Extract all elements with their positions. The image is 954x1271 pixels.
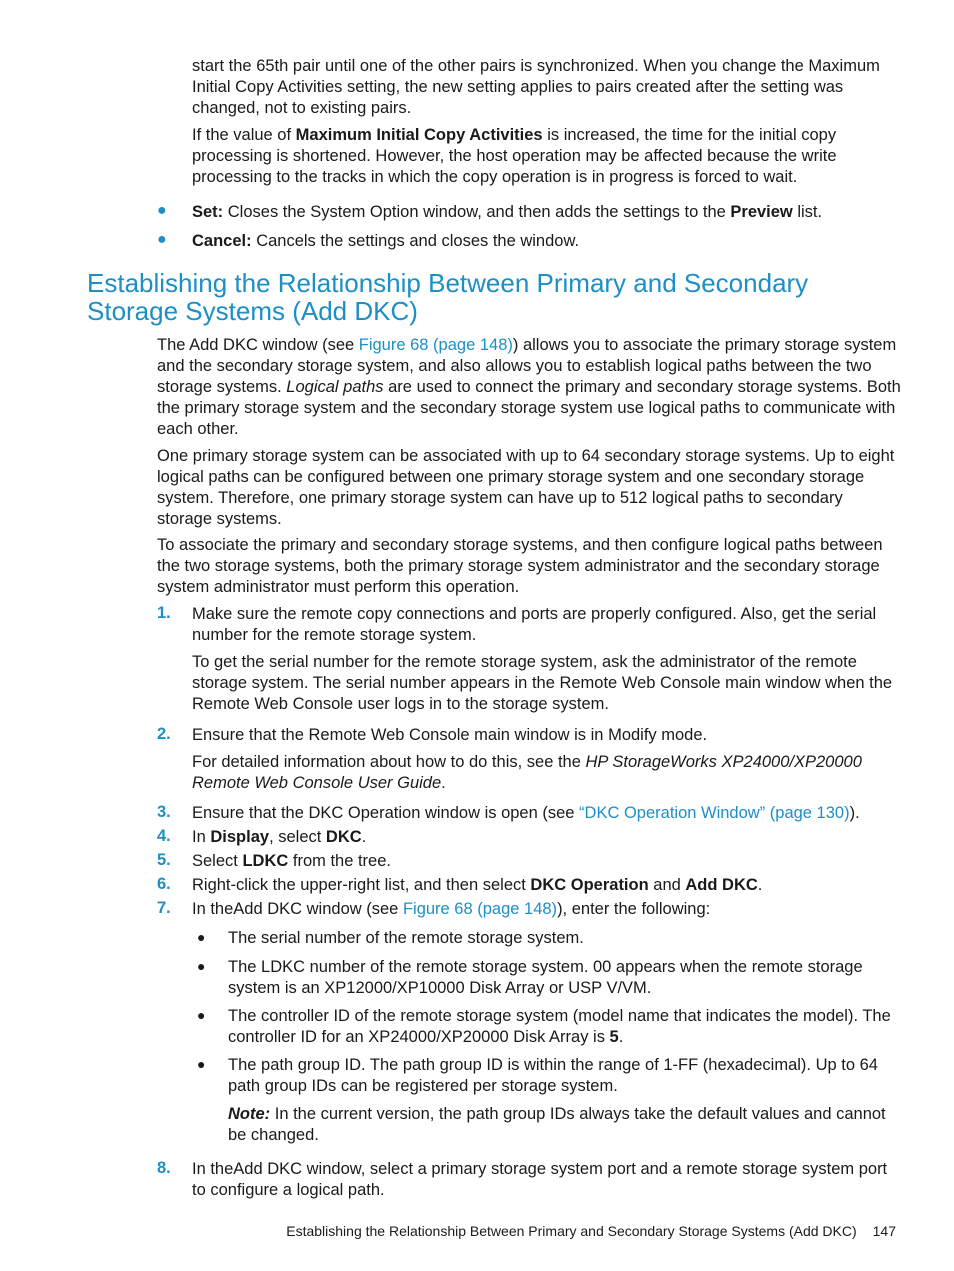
intro-paragraph-2: If the value of Maximum Initial Copy Activities is increased, the time for the initial copy processing is shortened. However, the host operation may be affected because the write processing to the tracks in which the copy operation is in progress is forced to wait.: [192, 126, 837, 186]
section-heading: Establishing the Relationship Between Primary and Secondary Storage Systems (Add DKC): [87, 268, 809, 326]
page-number: 147: [872, 1223, 896, 1239]
step-number: 6.: [157, 875, 171, 893]
step-8-text: In theAdd DKC window, select a primary storage system port and a remote storage system port to configure a logical path.: [192, 1160, 888, 1199]
sub-bullet-4: The path group ID. The path group ID is within the range of 1-FF (hexadecimal). Up to 64 path group IDs can be registered per storage system.: [228, 1056, 878, 1095]
step-number: 2.: [157, 725, 171, 743]
step-5-text: Select LDKC from the tree.: [192, 852, 391, 870]
step-number: 7.: [157, 899, 171, 917]
intro-paragraph: start the 65th pair until one of the other pairs is synchronized. When you change the Maximum Initial Copy Activities setting, the new setting applies to pairs created after the setting was changed, not to existing pairs.: [192, 57, 880, 117]
step-2-detail: For detailed information about how to do this, see the HP StorageWorks XP24000/XP20000 Remote Web Console User Guide.: [192, 753, 862, 792]
sub-bullet-2: The LDKC number of the remote storage system. 00 appears when the remote storage system is an XP12000/XP10000 Disk Array or USP V/VM.: [228, 958, 863, 997]
page-footer: [286, 1223, 896, 1239]
step-1-text: Make sure the remote copy connections and ports are properly configured. Also, get the serial number for the remote storage system.: [192, 605, 877, 644]
sub-bullet-3: The controller ID of the remote storage system (model name that indicates the model). The controller ID for an XP24000/XP20000 Disk Array is 5.: [228, 1007, 891, 1046]
bullet-dot-icon: ●: [197, 1056, 206, 1072]
footer-title: Establishing the Relationship Between Primary and Secondary Storage Systems (Add DKC): [286, 1223, 857, 1239]
dkc-operation-window-link[interactable]: “DKC Operation Window” (page 130): [579, 804, 850, 822]
step-4-text: In Display, select DKC.: [192, 828, 367, 846]
body-paragraph-3: To associate the primary and secondary storage systems, and then configure logical paths between the two storage systems, both the primary storage system administrator and the secondary storage system administrator must perform this operation.: [157, 536, 883, 596]
note: Note: In the current version, the path group IDs always take the default values and cannot be changed.: [228, 1105, 886, 1144]
step-7-text: In theAdd DKC window (see Figure 68 (page 148)), enter the following:: [192, 900, 711, 918]
figure-68-link[interactable]: Figure 68 (page 148): [402, 900, 558, 918]
step-number: 1.: [157, 604, 171, 622]
body-paragraph-1: The Add DKC window (see Figure 68 (page 148)) allows you to associate the primary storage system and the secondary storage system, and also allows you to establish logical paths between the two storage systems. Logical paths are used to connect the primary and secondary storage systems. Both the primary storage system and the secondary storage system use logical paths to communicate with each other.: [157, 336, 901, 438]
bullet-dot-icon: ●: [157, 202, 167, 219]
step-2-text: Ensure that the Remote Web Console main window is in Modify mode.: [192, 726, 708, 744]
cancel-description: Cancel: Cancels the settings and closes the window.: [192, 232, 580, 250]
bullet-dot-icon: ●: [197, 958, 206, 974]
step-number: 5.: [157, 851, 171, 869]
step-1-detail: To get the serial number for the remote storage system, ask the administrator of the remote storage system. The serial number appears in the Remote Web Console main window when the Remote Web Console user logs in to the storage system.: [192, 653, 893, 713]
sub-bullet-1: The serial number of the remote storage system.: [228, 929, 584, 947]
bullet-dot-icon: ●: [197, 1007, 206, 1023]
step-number: 4.: [157, 827, 171, 845]
step-6-text: Right-click the upper-right list, and then select DKC Operation and Add DKC.: [192, 876, 763, 894]
bullet-dot-icon: ●: [197, 929, 206, 945]
set-description: Set: Closes the System Option window, and then adds the settings to the Preview list.: [192, 203, 823, 221]
step-number: 3.: [157, 803, 171, 821]
figure-68-link[interactable]: Figure 68 (page 148): [358, 336, 513, 354]
bullet-dot-icon: ●: [157, 231, 167, 248]
body-paragraph-2: One primary storage system can be associated with up to 64 secondary storage systems. Up to eight logical paths can be configured between one primary storage system and one secondary storage system. Therefore, one primary storage system can have up to 512 logical paths to secondary storage systems.: [157, 447, 895, 528]
step-3-text: Ensure that the DKC Operation window is open (see “DKC Operation Window” (page 130)).: [192, 804, 860, 822]
step-number: 8.: [157, 1159, 171, 1177]
